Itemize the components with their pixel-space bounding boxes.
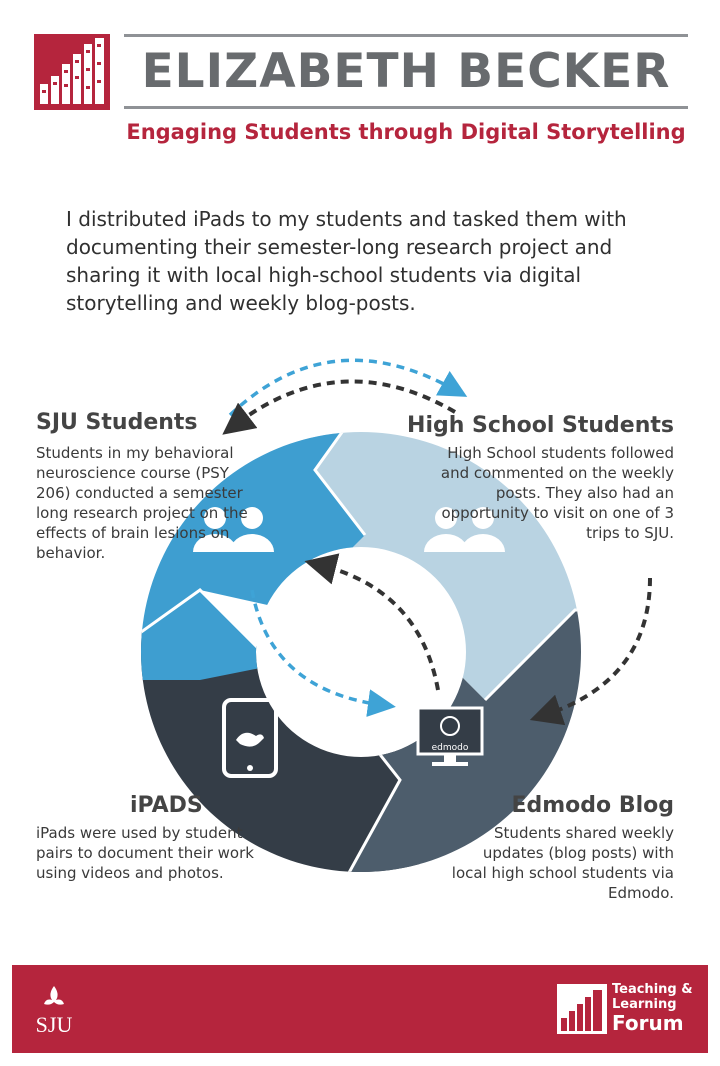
- svg-text:SJU: SJU: [35, 1012, 73, 1037]
- page-subtitle: Engaging Students through Digital Storytelling: [126, 120, 686, 144]
- sju-students-heading: SJU Students: [36, 410, 198, 435]
- page-title: ELIZABETH BECKER: [141, 44, 671, 99]
- header-rule-bottom: [124, 106, 688, 109]
- high-school-heading: High School Students: [407, 413, 674, 438]
- header-rule-top: [124, 34, 688, 37]
- svg-text:edmodo: edmodo: [431, 743, 469, 753]
- arrow-inner-dark: [320, 565, 438, 690]
- bar-building-icon: [34, 34, 110, 110]
- ipads-description: iPads were used by student pairs to document their work using videos and photos.: [36, 824, 254, 882]
- ipads-heading: iPADS: [130, 793, 203, 818]
- forum-logo-icon: [557, 984, 607, 1034]
- forum-text-learning: Learning: [612, 997, 677, 1012]
- arrow-inner-blue: [252, 590, 382, 705]
- edmodo-heading: Edmodo Blog: [511, 793, 674, 818]
- forum-text-teaching: Teaching &: [612, 982, 693, 997]
- intro-paragraph: I distributed iPads to my students and tasked them with documenting their semester-long research project and sharing it with local high-school students via digital storytelling and weekly blog-posts.: [66, 207, 627, 315]
- high-school-description: High School students followed and commented on the weekly posts. They also had an opportunity to visit on one of 3 trips to SJU.: [440, 444, 674, 542]
- sju-students-description: Students in my behavioral neuroscience course (PSY 206) conducted a semester long research project on the effects of brain lesions on behavior.: [36, 444, 248, 562]
- forum-text-forum: Forum: [612, 1011, 684, 1035]
- edmodo-description: Students shared weekly updates (blog posts) with local high school students via Edmodo.: [451, 824, 674, 902]
- sju-logo: [24, 982, 84, 1042]
